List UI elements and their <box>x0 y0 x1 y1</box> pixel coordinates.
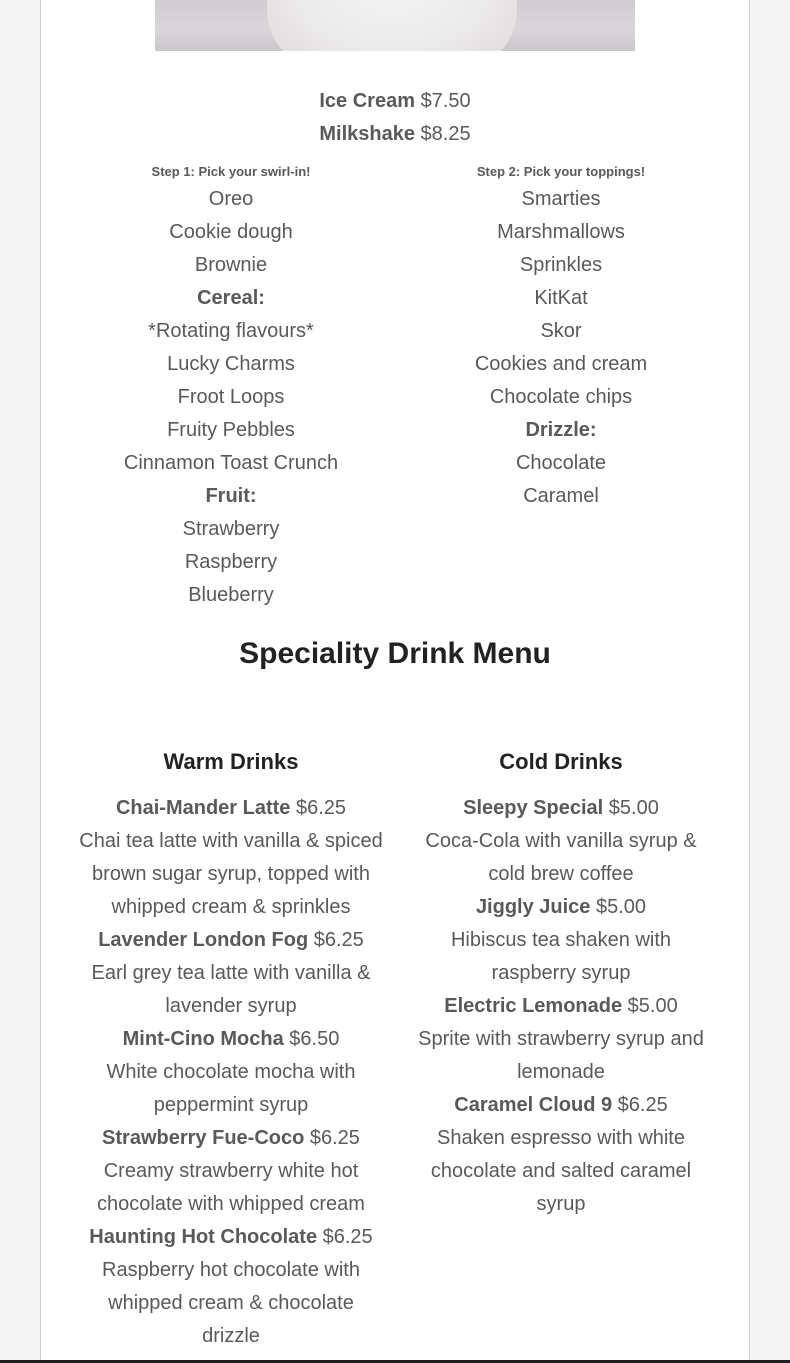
drink-price: $6.25 <box>322 1226 373 1248</box>
option-category-label: Drizzle: <box>525 419 597 441</box>
option-item: Cookies and cream <box>474 353 648 375</box>
option-item: Chocolate <box>515 452 607 474</box>
option-item: Froot Loops <box>177 386 285 408</box>
milkshake-label: Milkshake <box>319 123 415 145</box>
drink-description: chocolate and salted caramel <box>430 1160 692 1182</box>
warm-drinks-column <box>61 746 401 1353</box>
drink-price: $6.25 <box>617 1094 668 1116</box>
step1-heading: Step 1: Pick your swirl-in! <box>151 164 311 179</box>
drink-price: $6.25 <box>295 797 347 819</box>
option-item: Brownie <box>194 254 268 276</box>
drink-title-line <box>61 1221 401 1254</box>
drink-description: raspberry syrup <box>491 962 631 984</box>
speciality-menu-title: Speciality Drink Menu <box>239 637 551 670</box>
drink-price: $5.00 <box>596 896 647 918</box>
option-item: Lucky Charms <box>167 353 295 375</box>
option-item: Sprinkles <box>519 254 603 276</box>
drink-price: $6.50 <box>289 1028 340 1050</box>
drink-description: cold brew coffee <box>488 863 634 885</box>
option-item: Skor <box>540 320 582 342</box>
drink-description: drizzle <box>202 1325 260 1347</box>
toppings-column <box>411 161 711 513</box>
drink-name: Jiggly Juice <box>475 896 591 918</box>
drink-price: $6.25 <box>313 929 364 951</box>
drink-price: $6.25 <box>309 1127 360 1149</box>
drink-description: lavender syrup <box>165 995 297 1017</box>
step2-heading: Step 2: Pick your toppings! <box>476 164 646 179</box>
cold-drinks-column <box>401 746 721 1221</box>
drink-description: Earl grey tea latte with vanilla & <box>91 962 371 984</box>
drink-description: lemonade <box>517 1061 605 1083</box>
option-category-label: Fruit: <box>205 485 257 507</box>
milkshake-price-line <box>41 118 749 151</box>
drink-description: chocolate with whipped cream <box>97 1193 365 1215</box>
option-item: Caramel <box>523 485 599 507</box>
option-item: Cinnamon Toast Crunch <box>123 452 339 474</box>
option-item: Chocolate chips <box>489 386 633 408</box>
drink-description: Hibiscus tea shaken with <box>450 929 672 951</box>
drink-description: Shaken espresso with white <box>437 1127 685 1149</box>
option-item: Smarties <box>521 188 601 210</box>
drink-description: Chai tea latte with vanilla & spiced <box>79 830 383 852</box>
drink-name: Sleepy Special <box>463 797 604 819</box>
option-item: *Rotating flavours* <box>148 320 314 342</box>
option-item: Strawberry <box>182 518 280 540</box>
drink-name: Strawberry Fue-Coco <box>102 1127 305 1149</box>
option-item: Cookie dough <box>169 221 293 243</box>
option-item: Raspberry <box>184 551 278 573</box>
drink-title-line <box>401 792 721 825</box>
ice-cream-label: Ice Cream <box>319 90 415 112</box>
drink-title-line <box>401 990 721 1023</box>
drink-price: $5.00 <box>627 995 678 1017</box>
drink-description: Raspberry hot chocolate with <box>102 1259 360 1281</box>
milkshake-photo <box>155 0 635 51</box>
drink-title-line <box>401 891 721 924</box>
drink-description: syrup <box>536 1193 586 1215</box>
drink-name: Lavender London Fog <box>98 929 309 951</box>
swirl-in-column <box>91 161 371 612</box>
drink-description: Sprite with strawberry syrup and <box>418 1028 704 1050</box>
ice-cream-price: $7.50 <box>420 90 471 112</box>
ice-cream-price-line <box>41 85 749 118</box>
drink-title-line <box>61 792 401 825</box>
option-category-label: Cereal: <box>197 287 265 309</box>
drink-name: Chai-Mander Latte <box>115 797 291 819</box>
option-item: Oreo <box>208 188 254 210</box>
drink-name: Electric Lemonade <box>444 995 623 1017</box>
drink-price: $5.00 <box>608 797 659 819</box>
drink-description: Creamy strawberry white hot <box>103 1160 359 1182</box>
drink-name: Mint-Cino Mocha <box>122 1028 284 1050</box>
drink-description: Coca-Cola with vanilla syrup & <box>425 830 697 852</box>
drink-description: peppermint syrup <box>153 1094 309 1116</box>
option-item: Marshmallows <box>497 221 625 243</box>
drink-description: White chocolate mocha with <box>106 1061 356 1083</box>
milkshake-price: $8.25 <box>420 123 471 145</box>
drink-title-line <box>61 1023 401 1056</box>
drink-title-line <box>401 1089 721 1122</box>
drink-name: Haunting Hot Chocolate <box>89 1226 318 1248</box>
cold-drinks-heading: Cold Drinks <box>499 749 623 774</box>
drink-title-line <box>61 924 401 957</box>
warm-drinks-heading: Warm Drinks <box>163 749 299 774</box>
drink-description: whipped cream & chocolate <box>108 1292 354 1314</box>
drink-description: whipped cream & sprinkles <box>111 896 351 918</box>
option-item: KitKat <box>534 287 588 309</box>
drink-description: brown sugar syrup, topped with <box>92 863 370 885</box>
cup-image <box>267 0 517 51</box>
drink-name: Caramel Cloud 9 <box>454 1094 613 1116</box>
menu-page <box>40 0 750 1360</box>
drink-title-line <box>61 1122 401 1155</box>
option-item: Fruity Pebbles <box>167 419 295 441</box>
option-item: Blueberry <box>188 584 274 606</box>
